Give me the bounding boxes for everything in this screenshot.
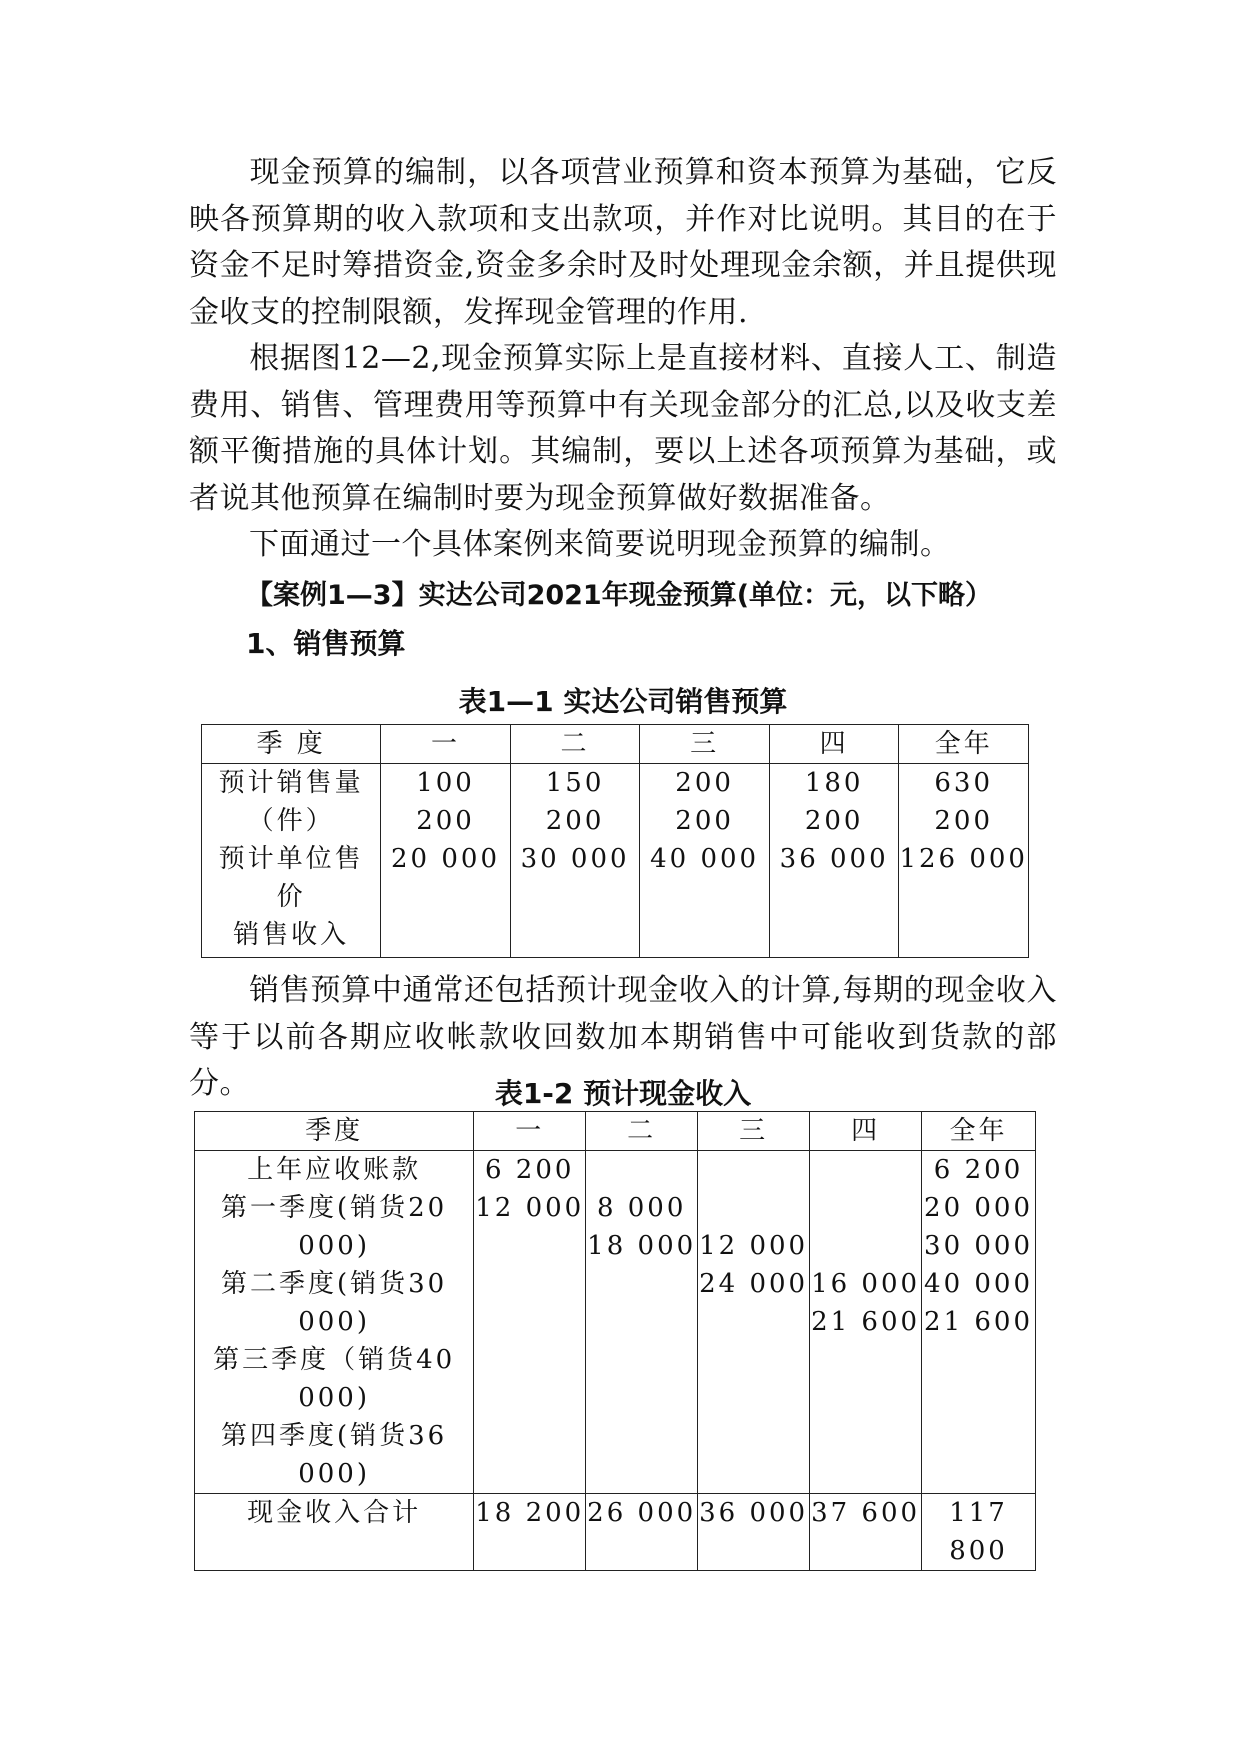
table-row	[202, 764, 1029, 958]
table-header-cell: 全年	[899, 725, 1029, 764]
value-line	[810, 1151, 921, 1189]
total-cell: 37 600	[810, 1494, 922, 1571]
value-line: 30 000	[520, 844, 630, 874]
row-label-line: 000)	[298, 1307, 370, 1337]
table-row	[195, 1151, 1036, 1494]
row-label-line: 预计销售量	[218, 768, 364, 798]
value-line: 6 200	[484, 1155, 575, 1185]
value-line: 630	[934, 768, 994, 798]
row-label-line: 第二季度(销货30	[221, 1269, 448, 1299]
total-cell: 18 200	[474, 1494, 586, 1571]
row-label-line: 价	[276, 882, 306, 912]
row-label-line: 上年应收账款	[247, 1155, 422, 1185]
value-line: 200	[675, 768, 734, 798]
row-label-cell	[202, 764, 381, 958]
total-cell: 36 000	[698, 1494, 810, 1571]
table-header-cell: 二	[586, 1112, 698, 1151]
value-line: 6 200	[933, 1155, 1024, 1185]
cash-receipts-table	[194, 1111, 1036, 1571]
row-label-line: 销售收入	[233, 920, 350, 950]
table-header-cell: 一	[381, 725, 511, 764]
value-line: 12 000	[699, 1231, 809, 1261]
table2-caption: 表1-2 预计现金收入	[494, 1077, 752, 1110]
row-label-line: 第三季度（销货40	[213, 1345, 456, 1375]
value-line	[810, 1227, 921, 1265]
value-cell-q3	[640, 764, 770, 958]
value-line: 20 000	[924, 1193, 1034, 1223]
value-line: 20 000	[391, 844, 500, 874]
table-header-cell: 季度	[195, 1112, 474, 1151]
value-line	[810, 1189, 921, 1227]
row-label-line: 000)	[298, 1459, 370, 1489]
value-line: 24 000	[699, 1269, 809, 1299]
value-cell-q1	[474, 1151, 586, 1494]
value-line: 200	[675, 806, 734, 836]
section-heading-sales-budget: 1、销售预算	[246, 627, 406, 660]
row-label-line: （件）	[247, 806, 335, 836]
value-line	[586, 1151, 697, 1189]
value-line: 200	[545, 806, 605, 836]
row-label-cell	[195, 1151, 474, 1494]
table-header-cell: 一	[474, 1112, 586, 1151]
value-cell-q2	[586, 1151, 698, 1494]
value-line: 200	[416, 806, 475, 836]
table-header-cell: 全年	[922, 1112, 1036, 1151]
value-cell-q1	[381, 764, 511, 958]
value-cell-q4	[810, 1151, 922, 1494]
table-total-row	[195, 1494, 1036, 1571]
table-header-cell: 三	[640, 725, 770, 764]
value-line: 100	[416, 768, 475, 798]
value-line: 30 000	[924, 1231, 1034, 1261]
value-line: 21 600	[811, 1307, 921, 1337]
value-line: 18 000	[587, 1231, 697, 1261]
value-line	[698, 1151, 809, 1189]
table1-caption: 表1—1 实达公司销售预算	[458, 685, 788, 718]
value-line: 200	[804, 806, 864, 836]
value-line: 16 000	[811, 1269, 921, 1299]
value-line: 36 000	[779, 844, 889, 874]
value-line: 40 000	[924, 1269, 1034, 1299]
table-header-row	[195, 1112, 1036, 1151]
value-line: 40 000	[650, 844, 760, 874]
table-header-cell: 三	[698, 1112, 810, 1151]
value-line: 12 000	[475, 1193, 585, 1223]
case-title: 【案例1—3】实达公司2021年现金预算(单位：元，以下略）	[246, 580, 993, 611]
paragraph-cash-receipts: 销售预算中通常还包括预计现金收入的计算,每期的现金收入等于以前各期应收帐款收回数加本期销售中可能收到货款的部分。	[189, 973, 1057, 1101]
row-label-line: 第四季度(销货36	[221, 1421, 448, 1451]
row-label-line: 000)	[298, 1231, 370, 1261]
paragraph-case-intro: 下面通过一个具体案例来简要说明现金预算的编制。	[249, 527, 951, 562]
value-cell-q3	[698, 1151, 810, 1494]
value-line: 150	[545, 768, 605, 798]
paragraph-cash-budget-basis: 根据图12—2,现金预算实际上是直接材料、直接人工、制造费用、销售、管理费用等预算中有关现金部分的汇总,以及收支差额平衡措施的具体计划。其编制，要以上述各项预算为基础，或者说其他预算在编制时要为现金预算做好数据准备。	[189, 341, 1057, 516]
value-line: 126 000	[899, 844, 1028, 874]
value-cell-q4	[769, 764, 899, 958]
sales-budget-table	[201, 724, 1029, 958]
value-line	[698, 1189, 809, 1227]
row-label-line: 预计单位售	[218, 844, 364, 874]
row-label-line: 000)	[298, 1383, 370, 1413]
value-line: 21 600	[924, 1307, 1034, 1337]
table-header-cell: 季 度	[202, 725, 381, 764]
row-label-line: 第一季度(销货20	[221, 1193, 448, 1223]
value-cell-year	[899, 764, 1029, 958]
total-label-cell: 现金收入合计	[195, 1494, 474, 1571]
value-cell-year	[922, 1151, 1036, 1494]
table-header-cell: 二	[510, 725, 640, 764]
value-line: 180	[804, 768, 864, 798]
value-line: 8 000	[596, 1193, 687, 1223]
table-header-row	[202, 725, 1029, 764]
table-header-cell: 四	[810, 1112, 922, 1151]
table-header-cell: 四	[769, 725, 899, 764]
paragraph-cash-budget-intro: 现金预算的编制，以各项营业预算和资本预算为基础，它反映各预算期的收入款项和支出款项，并作对比说明。其目的在于资金不足时筹措资金,资金多余时及时处理现金余额，并且提供现金收支的控制限额，发挥现金管理的作用.	[189, 155, 1057, 330]
total-cell: 26 000	[586, 1494, 698, 1571]
value-line: 200	[934, 806, 994, 836]
value-cell-q2	[510, 764, 640, 958]
total-cell: 117 800	[922, 1494, 1036, 1571]
